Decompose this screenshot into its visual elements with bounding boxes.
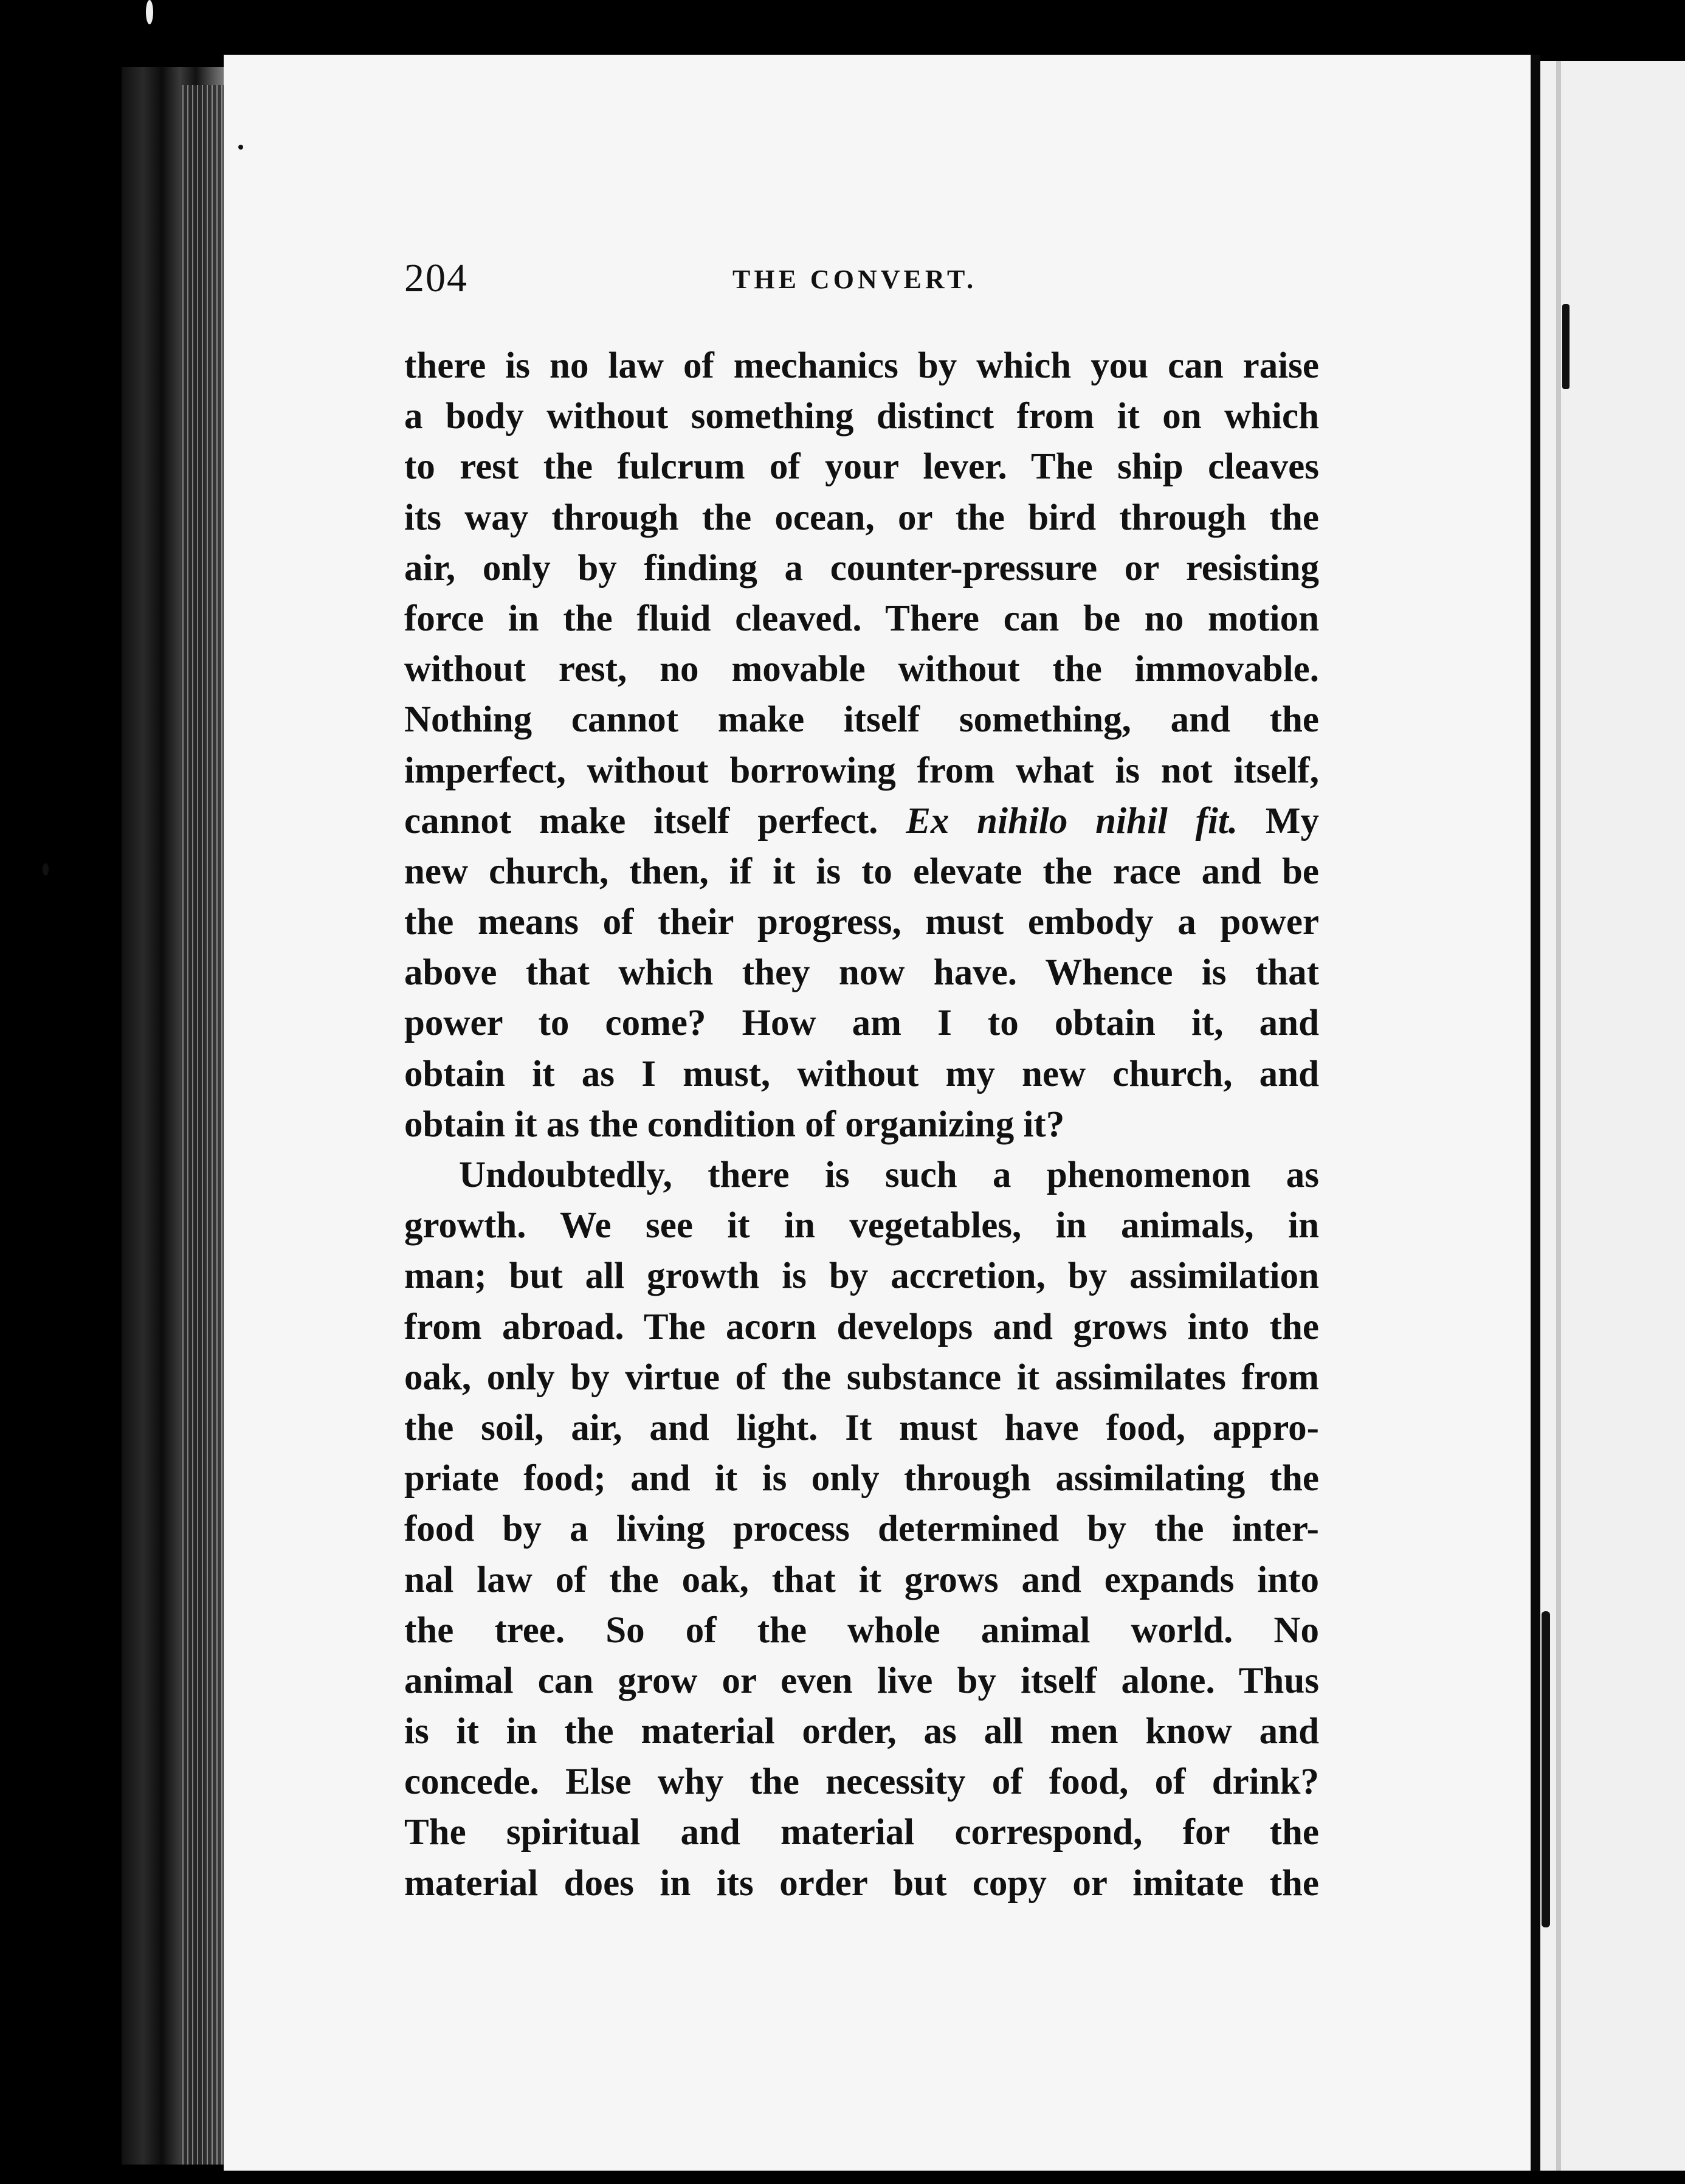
text-span: cannot make itself perfect. bbox=[404, 800, 878, 841]
text-line: obtain it as I must, without my new church, and bbox=[404, 1053, 1319, 1094]
text-span: My bbox=[1265, 800, 1319, 841]
text-line: food by a living process determined by the inter- bbox=[404, 1508, 1319, 1550]
text-line: air, only by finding a counter-pressure or resisting bbox=[404, 547, 1319, 589]
running-title: THE CONVERT. bbox=[732, 264, 977, 294]
text-line: The spiritual and material correspond, for the bbox=[404, 1812, 1319, 1853]
text-line: to rest the fulcrum of your lever. The ship cleaves bbox=[404, 446, 1319, 488]
text-line: concede. Else why the necessity of food, of drink? bbox=[404, 1761, 1319, 1803]
speck bbox=[43, 863, 49, 876]
latin-phrase: Ex nihilo nihil fit. bbox=[906, 800, 1238, 841]
paragraph bbox=[404, 1150, 1319, 1909]
text-line: Nothing cannot make itself something, and the bbox=[404, 699, 1319, 741]
text-line: animal can grow or even live by itself alone. Thus bbox=[404, 1660, 1319, 1701]
text-line: a body without something distinct from it on which bbox=[404, 396, 1319, 437]
text-line: is it in the material order, as all men know and bbox=[404, 1711, 1319, 1752]
text-line: without rest, no movable without the immovable. bbox=[404, 649, 1319, 690]
text-line: Undoubtedly, there is such a phenomenon as bbox=[459, 1155, 1319, 1195]
page-number: 204 bbox=[404, 256, 468, 300]
text-line: growth. We see it in vegetables, in animals, in bbox=[404, 1205, 1319, 1246]
page-edges bbox=[182, 85, 225, 2165]
text-line: new church, then, if it is to elevate the race and be bbox=[404, 851, 1319, 892]
text-line: above that which they now have. Whence is that bbox=[404, 952, 1319, 994]
speck bbox=[1542, 1611, 1550, 1927]
facing-page-gutter bbox=[1531, 55, 1540, 2171]
text-line: imperfect, without borrowing from what is not itself, bbox=[404, 750, 1319, 791]
text-line: power to come? How am I to obtain it, and bbox=[404, 1003, 1319, 1044]
text-line: its way through the ocean, or the bird through the bbox=[404, 497, 1319, 538]
text-line: man; but all growth is by accretion, by assimilation bbox=[404, 1256, 1319, 1297]
speck bbox=[238, 145, 243, 150]
running-head bbox=[404, 255, 1328, 316]
text-line: from abroad. The acorn develops and grows into the bbox=[404, 1306, 1319, 1347]
body-text bbox=[404, 340, 1319, 1909]
text-line: priate food; and it is only through assimilating the bbox=[404, 1458, 1319, 1499]
text-line: the means of their progress, must embody a power bbox=[404, 902, 1319, 943]
paragraph bbox=[404, 340, 1319, 1150]
text-line: there is no law of mechanics by which you can raise bbox=[404, 345, 1319, 386]
text-line: force in the fluid cleaved. There can be no motion bbox=[404, 598, 1319, 639]
facing-page-shadow bbox=[1556, 61, 1561, 2171]
text-line: material does in its order but copy or imitate the bbox=[404, 1862, 1319, 1904]
text-line: the soil, air, and light. It must have food, appro- bbox=[404, 1407, 1319, 1448]
speck bbox=[1562, 304, 1570, 389]
text-line: the tree. So of the whole animal world. No bbox=[404, 1609, 1319, 1651]
text-line: nal law of the oak, that it grows and expands into bbox=[404, 1559, 1319, 1600]
text-line: oak, only by virtue of the substance it assimilates from bbox=[404, 1356, 1319, 1398]
text-line-latin bbox=[404, 796, 1319, 846]
text-line: obtain it as the condition of organizing it? bbox=[404, 1104, 1065, 1145]
speck bbox=[146, 0, 153, 24]
